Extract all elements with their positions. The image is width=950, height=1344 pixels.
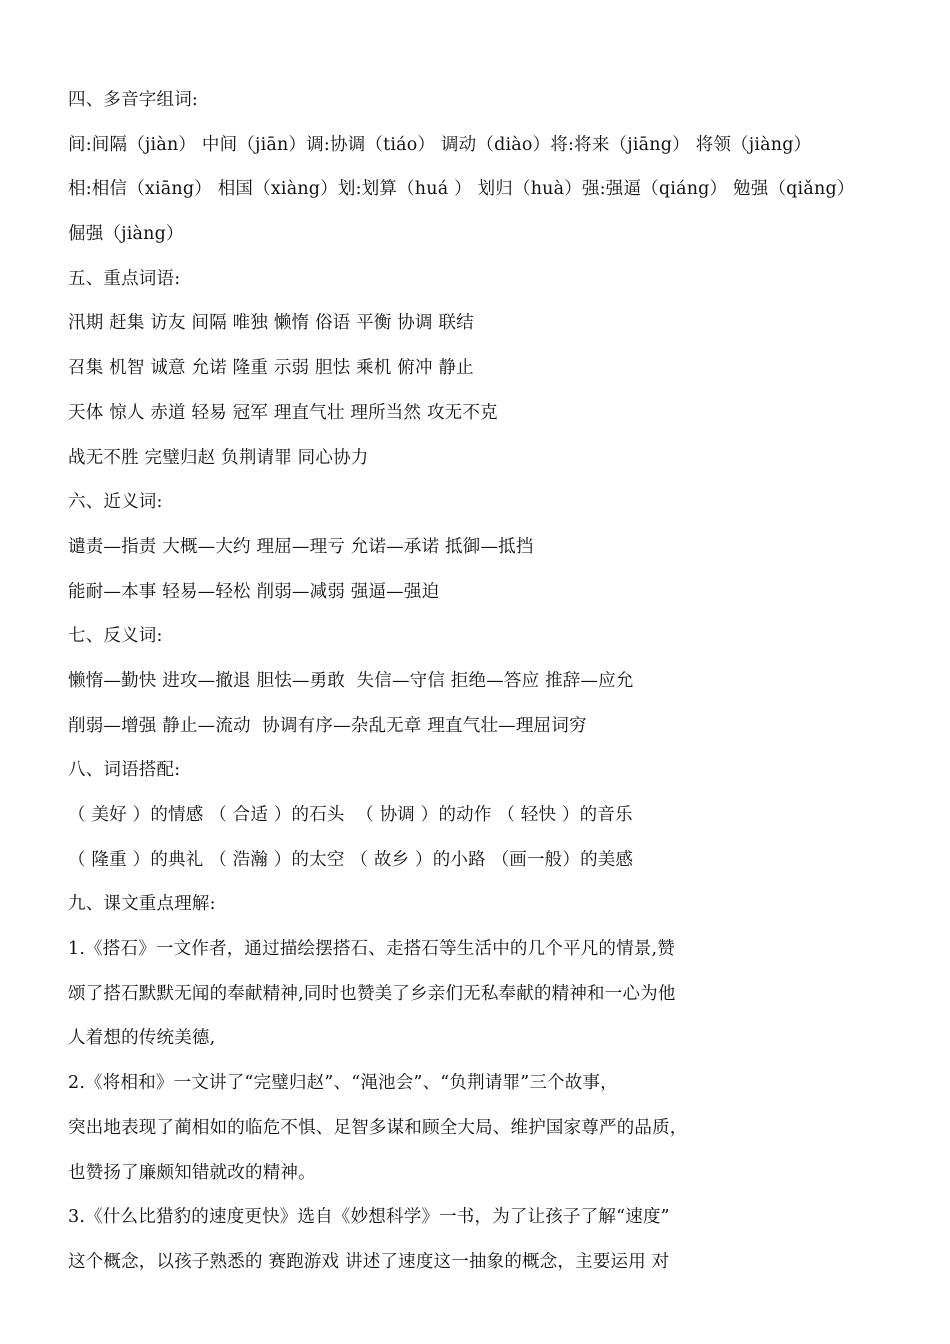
- text-line: 谴责—指责 大概—大约 理屈—理亏 允诺—承诺 抵御—抵挡: [68, 536, 534, 557]
- text-line: 倔强（jiàng）: [68, 224, 184, 245]
- text-line: 天体 惊人 赤道 轻易 冠军 理直气壮 理所当然 攻无不克: [68, 402, 498, 423]
- section-heading: 六、近义词:: [68, 492, 163, 513]
- text-line: 3.《什么比猎豹的速度更快》选自《妙想科学》一书，为了让孩子了解“速度”: [68, 1207, 670, 1228]
- document-page: [68, 78, 928, 1285]
- text-line: 颂了搭石默默无闻的奉献精神,同时也赞美了乡亲们无私奉献的精神和一心为他: [68, 983, 676, 1004]
- section-heading: 五、重点词语:: [68, 268, 181, 289]
- text-line: 突出地表现了蔺相如的临危不惧、足智多谋和顾全大局、维护国家尊严的品质，: [68, 1117, 688, 1138]
- section-text-understanding: [68, 882, 928, 1284]
- text-line: 能耐—本事 轻易—轻松 削弱—减弱 强逼—强迫: [68, 581, 440, 602]
- section-heading: 九、课文重点理解:: [68, 894, 216, 915]
- text-line: 相:相信（xiāng） 相国（xiàng）划:划算（huá ） 划归（huà）强:强逼（qiáng） 勉强（qiǎng）: [68, 179, 855, 200]
- text-line: 削弱—增强 静止—流动 协调有序—杂乱无章 理直气壮—理屈词穷: [68, 715, 587, 736]
- text-line: 1.《搭石》一文作者，通过描绘摆搭石、走搭石等生活中的几个平凡的情景,赞: [68, 939, 675, 960]
- section-heading: 七、反义词:: [68, 626, 163, 647]
- section-collocations: [68, 748, 928, 882]
- text-line: 间:间隔（jiàn） 中间（jiān）调:协调（tiáo） 调动（diào）将:将来（jiāng） 将领（jiàng）: [68, 134, 812, 155]
- text-line: 召集 机智 诚意 允诺 隆重 示弱 胆怯 乘机 俯冲 静止: [68, 358, 474, 379]
- section-heading: 四、多音字组词:: [68, 90, 198, 110]
- text-line: 懒惰—勤快 进攻—撤退 胆怯—勇敢 失信—守信 拒绝—答应 推辞—应允: [68, 670, 634, 691]
- text-line: 2.《将相和》一文讲了“完璧归赵”、“渑池会”、“负荆请罪”三个故事，: [68, 1073, 618, 1094]
- section-key-words: [68, 257, 928, 480]
- text-line: （ 美好 ）的情感 （ 合适 ）的石头 （ 协调 ）的动作 （ 轻快 ）的音乐: [68, 805, 633, 825]
- text-line: 这个概念，以孩子熟悉的 赛跑游戏 讲述了速度这一抽象的概念，主要运用 对: [68, 1251, 670, 1272]
- text-line: 也赞扬了廉颇知错就改的精神。: [68, 1162, 316, 1183]
- section-heading: 八、词语搭配:: [68, 760, 181, 781]
- section-antonyms: [68, 614, 928, 748]
- text-line: （ 隆重 ）的典礼 （ 浩瀚 ）的太空 （ 故乡 ）的小路 （画一般）的美感: [68, 849, 634, 870]
- text-line: 汛期 赶集 访友 间隔 唯独 懒惰 俗语 平衡 协调 联结: [68, 313, 474, 334]
- text-line: 人着想的传统美德,: [68, 1028, 216, 1049]
- section-synonyms: [68, 480, 928, 614]
- text-line: 战无不胜 完璧归赵 负荆请罪 同心协力: [68, 447, 369, 468]
- section-polyphonic: [68, 78, 928, 257]
